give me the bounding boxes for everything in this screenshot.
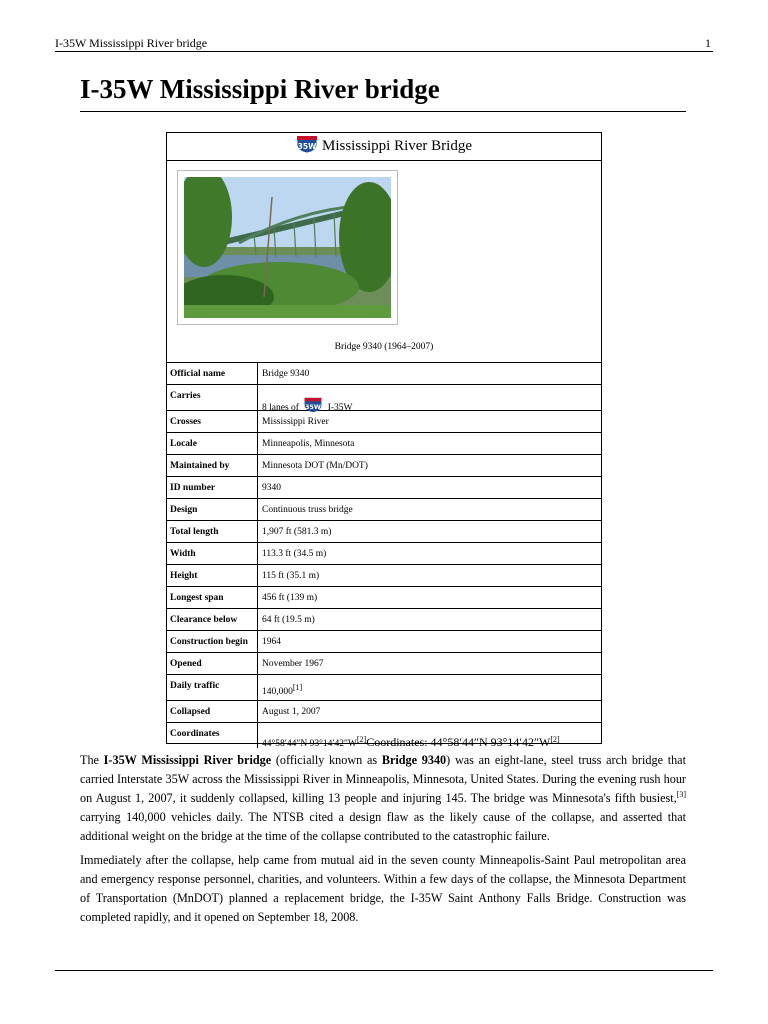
image-caption: Bridge 9340 (1964–2007)	[334, 342, 434, 352]
row-value: 64 ft (19.5 m)	[262, 615, 315, 625]
infobox-image-cell	[167, 161, 601, 363]
infobox-row	[167, 411, 601, 433]
row-label: Design	[167, 499, 258, 520]
row-label: Locale	[167, 433, 258, 454]
row-value	[262, 682, 599, 697]
reference-link[interactable]: [2]	[356, 734, 367, 744]
row-value: 1964	[262, 637, 281, 647]
row-label: Coordinates	[167, 723, 258, 748]
page-title: I-35W Mississippi River bridge	[80, 74, 440, 104]
row-value	[262, 735, 599, 750]
row-value: 1,907 ft (581.3 m)	[262, 527, 332, 537]
infobox-row	[167, 565, 601, 587]
infobox-row	[167, 653, 601, 675]
article-body	[80, 751, 686, 932]
running-title: I-35W Mississippi River bridge	[55, 36, 208, 50]
carries-prefix: 8 lanes of	[262, 403, 299, 413]
coordinates-link[interactable]: 44°58′44″N 93°14′42″W	[262, 739, 357, 749]
row-label: Crosses	[167, 411, 258, 432]
page-number: 1	[705, 36, 711, 50]
infobox-row	[167, 521, 601, 543]
row-label: ID number	[167, 477, 258, 498]
running-header	[55, 36, 713, 50]
row-label: Height	[167, 565, 258, 586]
row-label: Carries	[167, 385, 258, 410]
row-label: Construction begin	[167, 631, 258, 652]
row-value: 113.3 ft (34.5 m)	[262, 549, 327, 559]
row-value[interactable]: Mississippi River	[262, 417, 329, 427]
daily-traffic-value: 140,000	[262, 687, 293, 697]
interstate-shield-icon	[296, 135, 318, 154]
row-value[interactable]: Minnesota DOT (Mn/DOT)	[262, 461, 368, 471]
bold-term: I-35W Mississippi River bridge	[103, 753, 272, 767]
row-value: Bridge 9340	[262, 369, 310, 379]
row-value: 115 ft (35.1 m)	[262, 571, 320, 581]
row-label: Collapsed	[167, 701, 258, 722]
infobox-title: Mississippi River Bridge	[321, 138, 472, 154]
infobox-row	[167, 675, 601, 701]
infobox-row	[167, 609, 601, 631]
reference-link[interactable]: [2]	[550, 734, 560, 744]
infobox-row	[167, 701, 601, 723]
reference-link[interactable]: [3]	[676, 789, 686, 799]
infobox-row	[167, 631, 601, 653]
row-label: Longest span	[167, 587, 258, 608]
row-label: Total length	[167, 521, 258, 542]
row-label: Official name	[167, 363, 258, 384]
row-value[interactable]: Minneapolis, Minnesota	[262, 439, 355, 449]
title-divider	[80, 111, 686, 112]
infobox-row	[167, 723, 601, 748]
carries-route-link[interactable]: I-35W	[327, 403, 353, 413]
svg-text:35W: 35W	[297, 142, 317, 151]
infobox-row	[167, 587, 601, 609]
bold-term: Bridge 9340	[381, 753, 447, 767]
row-label: Clearance below	[167, 609, 258, 630]
row-value: 9340	[262, 483, 281, 493]
svg-text:35W: 35W	[305, 403, 322, 411]
reference-link[interactable]: [1]	[292, 682, 303, 692]
coordinates-title[interactable]: Coordinates: 44°58′44″N 93°14′42″W	[366, 735, 551, 749]
infobox-row	[167, 455, 601, 477]
infobox-row	[167, 499, 601, 521]
row-label: Width	[167, 543, 258, 564]
infobox-row	[167, 363, 601, 385]
row-label: Opened	[167, 653, 258, 674]
row-value: 456 ft (139 m)	[262, 593, 318, 603]
footer-divider	[55, 970, 713, 971]
infobox-row	[167, 477, 601, 499]
paragraph: Immediately after the collapse, help came from mutual aid in the seven county Minneapolis-Saint Paul metropolitan area and emergency response personnel, charities, and volunteers. Within a few days of the collapse, the Minnesota Department of Transportation (MnDOT) planned a replacement bridge, the I-35W Saint Anthony Falls Bridge. Construction was completed rapidly, and it opened on September 18, 2008.	[80, 853, 686, 924]
header-divider	[55, 51, 713, 52]
row-label: Maintained by	[167, 455, 258, 476]
infobox	[166, 132, 602, 749]
row-label: Daily traffic	[167, 675, 258, 700]
row-value[interactable]: Continuous truss bridge	[262, 505, 353, 515]
infobox-heading	[167, 133, 601, 161]
infobox-row	[167, 385, 601, 411]
paragraph: The I-35W Mississippi River bridge (officially known as Bridge 9340) was an eight-lane, steel truss arch bridge that carried Interstate 35W across the Mississippi River in Minneapolis, Minnesota, United States. During the evening rush hour on August 1, 2007, it suddenly collapsed, killing 13 people and injuring 145. The bridge was Minnesota's fifth busiest,[3] carrying 140,000 vehicles daily. The NTSB cited a design flaw as the likely cause of the collapse, and asserted that additional weight on the bridge at the time of the collapse contributed to the catastrophic failure.	[80, 753, 686, 843]
bridge-photo[interactable]	[177, 170, 398, 325]
row-value: November 1967	[262, 659, 324, 669]
row-value: August 1, 2007	[262, 707, 321, 717]
infobox-row	[167, 543, 601, 565]
infobox-row	[167, 433, 601, 455]
